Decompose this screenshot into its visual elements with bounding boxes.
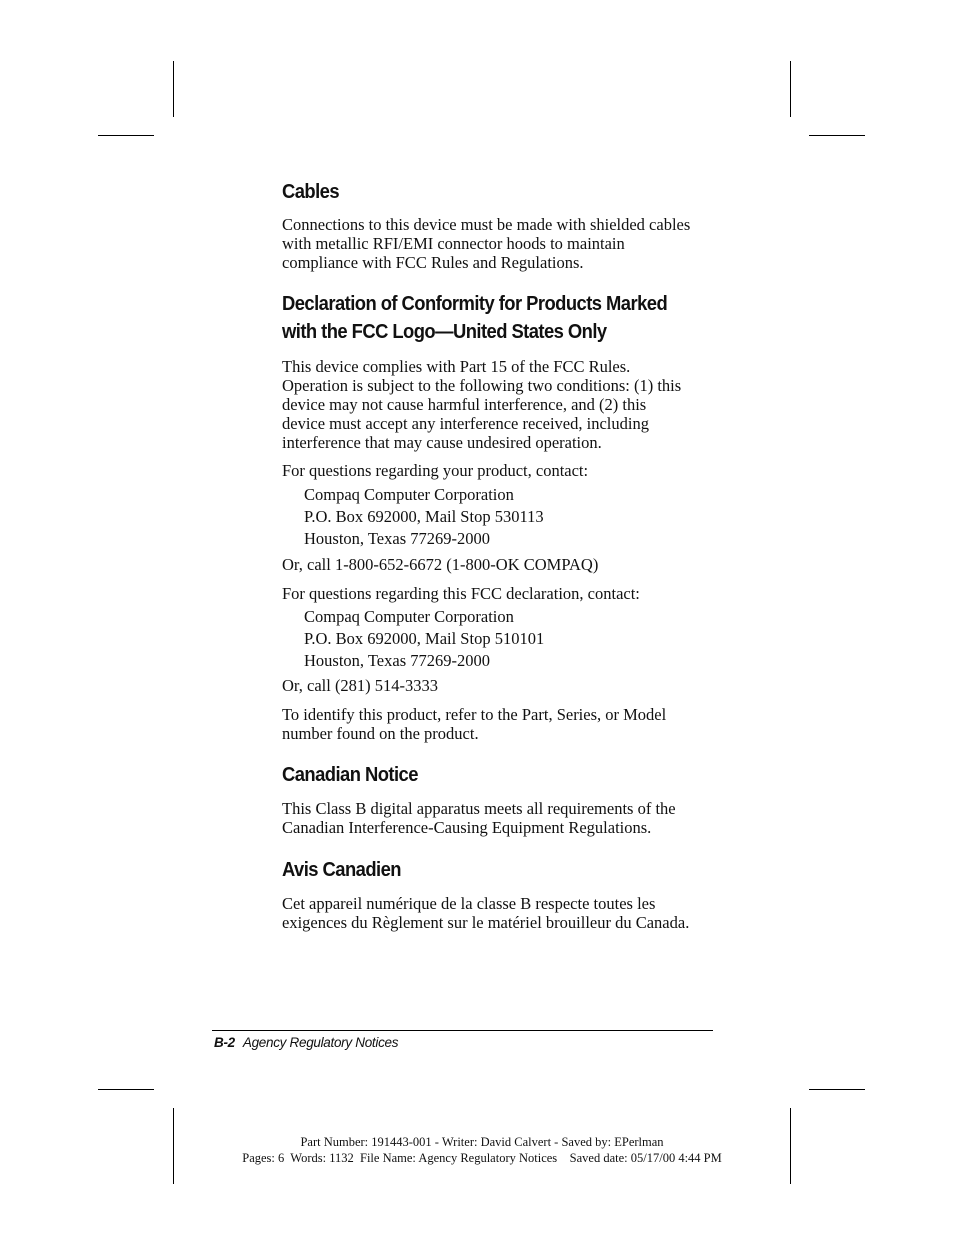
crop-mark bbox=[98, 1089, 154, 1090]
page-number: B-2 bbox=[214, 1035, 235, 1050]
product-contact-intro: For questions regarding your product, contact: bbox=[282, 461, 589, 480]
canadian-notice-heading: Canadian Notice bbox=[282, 764, 418, 786]
identify-product: To identify this product, refer to the Part, Series, or Model number found on the product. bbox=[282, 705, 667, 743]
chapter-title: Agency Regulatory Notices bbox=[242, 1035, 399, 1050]
crop-mark bbox=[790, 61, 791, 117]
avis-canadien-body: Cet appareil numérique de la classe B respecte toutes les exigences du Règlement sur le matériel brouilleur du Canada. bbox=[282, 894, 690, 932]
avis-canadien-heading: Avis Canadien bbox=[282, 859, 401, 881]
fcc-address: Compaq Computer Corporation P.O. Box 692000, Mail Stop 510101 Houston, Texas 77269-2000 bbox=[304, 607, 545, 670]
fcc-phone: Or, call (281) 514-3333 bbox=[282, 676, 439, 695]
crop-mark bbox=[809, 1089, 865, 1090]
footer-rule bbox=[212, 1030, 713, 1031]
cables-heading: Cables bbox=[282, 181, 340, 203]
declaration-intro: This device complies with Part 15 of the FCC Rules. Operation is subject to the following two conditions: (1) this device may not cause harmful interference, and (2) this device must accept any interference received, including interference that may cause undesired operation. bbox=[282, 357, 682, 452]
canadian-notice-body: This Class B digital apparatus meets all requirements of the Canadian Interference-Causing Equipment Regulations. bbox=[282, 799, 676, 837]
crop-mark bbox=[790, 1108, 791, 1184]
product-phone: Or, call 1-800-652-6672 (1-800-OK COMPAQ) bbox=[282, 555, 599, 574]
cables-body: Connections to this device must be made with shielded cables with metallic RFI/EMI connector hoods to maintain compliance with FCC Rules and Regulations. bbox=[282, 215, 691, 272]
product-address: Compaq Computer Corporation P.O. Box 692000, Mail Stop 530113 Houston, Texas 77269-2000 bbox=[304, 485, 544, 548]
crop-mark bbox=[173, 61, 174, 117]
crop-mark bbox=[809, 135, 865, 136]
crop-mark bbox=[173, 1108, 174, 1184]
print-metadata: Part Number: 191443-001 - Writer: David Calvert - Saved by: EPerlman Pages: 6 Words: 1132 File Name: Agency Regulatory Notices Saved date: 05/17/00 4:44 PM bbox=[242, 1135, 722, 1165]
page-content bbox=[282, 178, 722, 932]
fcc-contact-intro: For questions regarding this FCC declaration, contact: bbox=[282, 584, 640, 603]
crop-mark bbox=[98, 135, 154, 136]
declaration-heading: Declaration of Conformity for Products Marked with the FCC Logo—United States Only bbox=[282, 293, 668, 343]
page-footer bbox=[214, 1035, 398, 1050]
